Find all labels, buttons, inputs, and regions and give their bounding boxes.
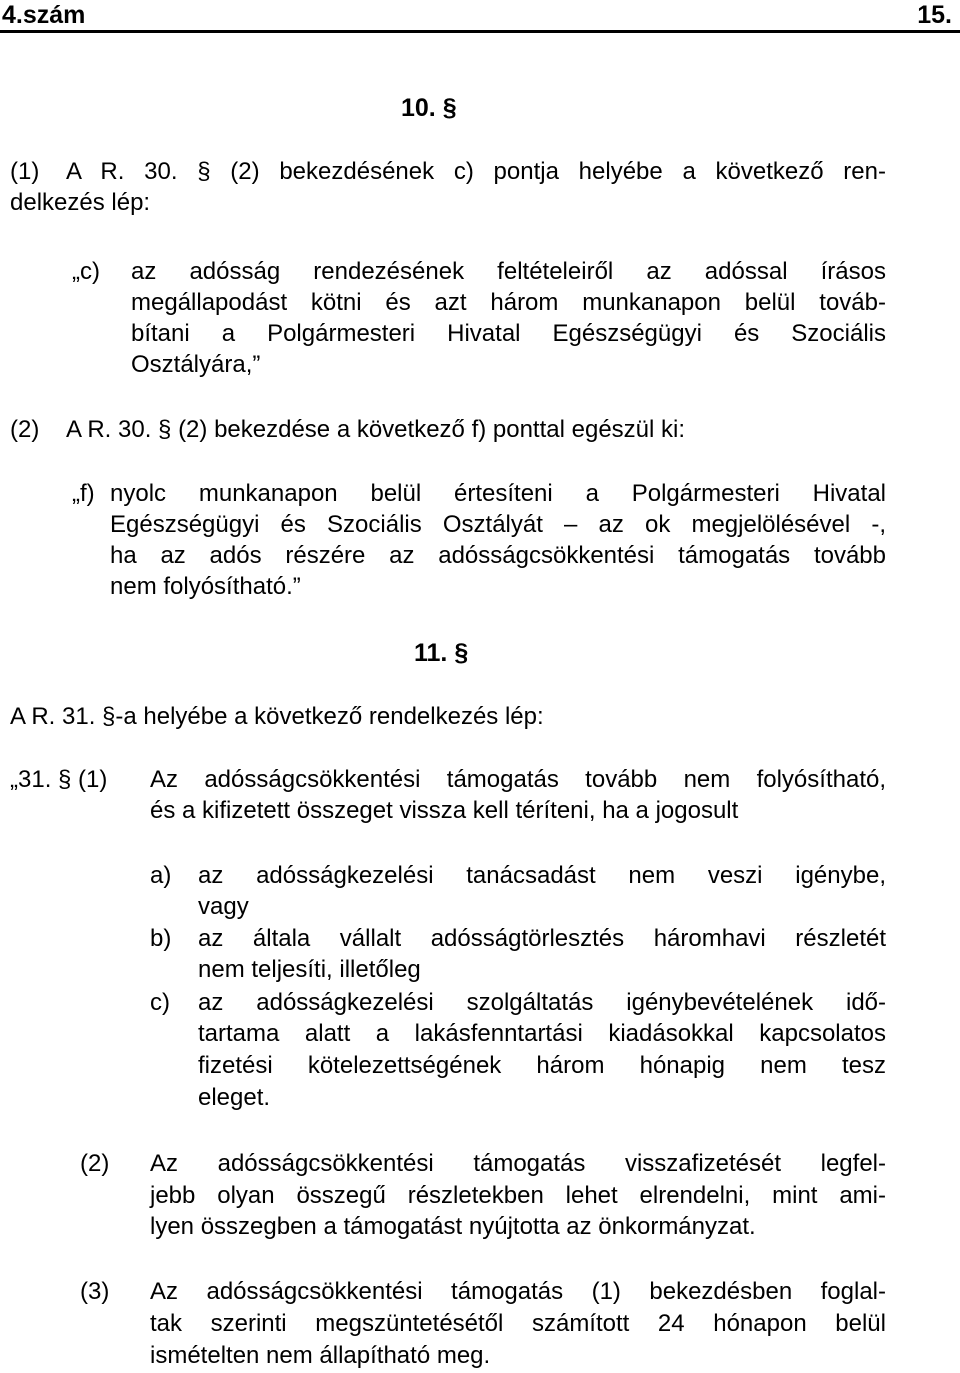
list-item-line: tartama alatt a lakásfenntartási kiadásokkal kapcsolatos	[198, 1020, 886, 1047]
list-item-line: vagy	[198, 893, 249, 920]
s10-f-line: ha az adós részére az adósságcsökkentési támogatás tovább	[110, 542, 886, 569]
s11-p1-line: és a kifizetett összeget vissza kell téríteni, ha a jogosult	[150, 797, 739, 824]
list-item-line: az adósságkezelési szolgáltatás igénybevételének idő-	[198, 989, 886, 1016]
s10-p1-number: (1)	[10, 158, 40, 185]
list-item-line: az általa vállalt adósságtörlesztés háromhavi részletét	[198, 925, 886, 952]
s10-p1-line: delkezés lép:	[10, 189, 151, 216]
s11-p1-label: „31. § (1)	[10, 766, 108, 793]
issue-number: 4.szám	[2, 1, 86, 29]
list-item-label: a)	[150, 862, 172, 889]
s11-p3-number: (3)	[80, 1278, 110, 1305]
s10-p2-text: A R. 30. § (2) bekezdése a következő f) ponttal egészül ki:	[66, 416, 686, 443]
s11-p2-line: jebb olyan összegű részletekben lehet elrendelni, mint ami-	[150, 1182, 886, 1209]
s10-p1-line: A R. 30. § (2) bekezdésének c) pontja helyébe a következő ren-	[66, 158, 886, 185]
section-10-heading: 10. §	[401, 94, 457, 122]
s10-f-line: nyolc munkanapon belül értesíteni a Polgármesteri Hivatal	[110, 480, 886, 507]
s10-p2-number: (2)	[10, 416, 40, 443]
page-number: 15.	[917, 1, 952, 29]
s11-p1-line: Az adósságcsökkentési támogatás tovább nem folyósítható,	[150, 766, 886, 793]
list-item-line: az adósságkezelési tanácsadást nem veszi igénybe,	[198, 862, 886, 889]
s11-p3-line: tak szerinti megszüntetésétől számított 24 hónapon belül	[150, 1310, 886, 1337]
header-divider	[0, 30, 960, 33]
s10-f-line: Egészségügyi és Szociális Osztályát – az ok megjelölésével -,	[110, 511, 886, 538]
s11-p3-line: Az adósságcsökkentési támogatás (1) bekezdésben foglal-	[150, 1278, 886, 1305]
section-11-heading: 11. §	[414, 639, 469, 667]
list-item-line: fizetési kötelezettségének három hónapig nem tesz	[198, 1052, 886, 1079]
s11-p2-line: lyen összegben a támogatást nyújtotta az önkormányzat.	[150, 1213, 756, 1240]
list-item-label: c)	[150, 989, 170, 1016]
page-header	[0, 0, 960, 34]
s10-c-line: bítani a Polgármesteri Hivatal Egészségügyi és Szociális	[131, 320, 886, 347]
list-item-line: nem teljesíti, illetőleg	[198, 956, 421, 983]
s10-f-line: nem folyósítható.”	[110, 573, 301, 600]
s10-c-line: megállapodást kötni és azt három munkanapon belül továb-	[131, 289, 886, 316]
list-item-line: eleget.	[198, 1084, 271, 1111]
s11-p2-line: Az adósságcsökkentési támogatás visszafizetését legfel-	[150, 1150, 886, 1177]
s10-c-label: „c)	[72, 258, 100, 285]
s10-f-label: „f)	[72, 480, 95, 507]
s10-c-line: Osztályára,”	[131, 351, 261, 378]
s11-p2-number: (2)	[80, 1150, 110, 1177]
s10-c-line: az adósság rendezésének feltételeiről az adóssal írásos	[131, 258, 886, 285]
s11-p3-line: ismételten nem állapítható meg.	[150, 1342, 491, 1369]
list-item-label: b)	[150, 925, 172, 952]
s11-intro: A R. 31. §-a helyébe a következő rendelkezés lép:	[10, 703, 544, 730]
